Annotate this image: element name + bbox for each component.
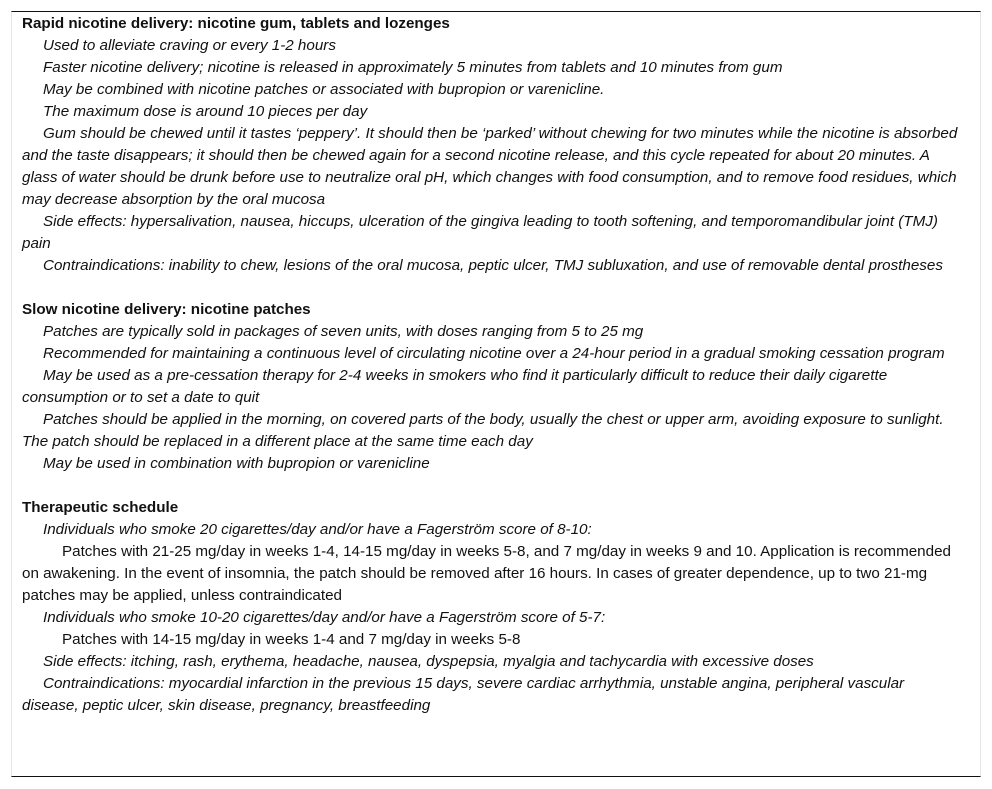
section-rapid-delivery xyxy=(22,13,962,277)
list-item: May be combined with nicotine patches or associated with bupropion or varenicline. xyxy=(43,81,605,98)
section-heading: Therapeutic schedule xyxy=(22,499,179,516)
table-cell xyxy=(22,13,962,717)
list-item: Individuals who smoke 20 cigarettes/day and/or have a Fagerström score of 8-10: xyxy=(43,521,592,538)
list-item: Individuals who smoke 10-20 cigarettes/day and/or have a Fagerström score of 5-7: xyxy=(43,609,606,626)
list-item: Side effects: hypersalivation, nausea, hiccups, ulceration of the gingiva leading to tooth softening, and temporomandibular joint (TMJ) pain xyxy=(22,213,938,252)
list-item: May be used as a pre-cessation therapy for 2-4 weeks in smokers who find it particularly difficult to reduce their daily cigarette consumption or to set a date to quit xyxy=(22,367,888,406)
section-heading: Rapid nicotine delivery: nicotine gum, tablets and lozenges xyxy=(22,15,450,32)
list-item: May be used in combination with bupropion or varenicline xyxy=(43,455,430,472)
section-heading: Slow nicotine delivery: nicotine patches xyxy=(22,301,311,318)
list-item: Faster nicotine delivery; nicotine is released in approximately 5 minutes from tablets and 10 minutes from gum xyxy=(43,59,783,76)
list-subitem: Patches with 21-25 mg/day in weeks 1-4, 14-15 mg/day in weeks 5-8, and 7 mg/day in weeks 9 and 10. Application is recommended on awakening. In the event of insomnia, the patch should be removed after 16 hours. In cases of greater dependence, up to two 21-mg patches may be applied, unless contraindicated xyxy=(22,543,951,604)
list-item: Gum should be chewed until it tastes ‘peppery’. It should then be ‘parked’ without chewing for two minutes while the nicotine is absorbed and the taste disappears; it should then be chewed again for a second nicotine release, and this cycle repeated for about 20 minutes. A glass of water should be drunk before use to neutralize oral pH, which changes with food consumption, and to remove food residues, which may decrease absorption by the oral mucosa xyxy=(22,125,958,208)
list-item: Used to alleviate craving or every 1-2 hours xyxy=(43,37,336,54)
list-item: Contraindications: myocardial infarction in the previous 15 days, severe cardiac arrhythmia, unstable angina, peripheral vascular disease, peptic ulcer, skin disease, pregnancy, breastfeeding xyxy=(22,675,905,714)
list-subitem: Patches with 14-15 mg/day in weeks 1-4 and 7 mg/day in weeks 5-8 xyxy=(62,631,521,648)
list-item: Patches should be applied in the morning, on covered parts of the body, usually the chest or upper arm, avoiding exposure to sunlight. The patch should be replaced in a different place at the same time each day xyxy=(22,411,944,450)
section-slow-delivery xyxy=(22,299,962,475)
list-item: Patches are typically sold in packages of seven units, with doses ranging from 5 to 25 mg xyxy=(43,323,644,340)
nicotine-therapy-table xyxy=(11,11,981,777)
section-therapeutic-schedule xyxy=(22,497,962,717)
list-item: The maximum dose is around 10 pieces per day xyxy=(43,103,368,120)
list-item: Contraindications: inability to chew, lesions of the oral mucosa, peptic ulcer, TMJ subluxation, and use of removable dental prostheses xyxy=(43,257,943,274)
list-item: Side effects: itching, rash, erythema, headache, nausea, dyspepsia, myalgia and tachycardia with excessive doses xyxy=(43,653,814,670)
list-item: Recommended for maintaining a continuous level of circulating nicotine over a 24-hour period in a gradual smoking cessation program xyxy=(43,345,945,362)
